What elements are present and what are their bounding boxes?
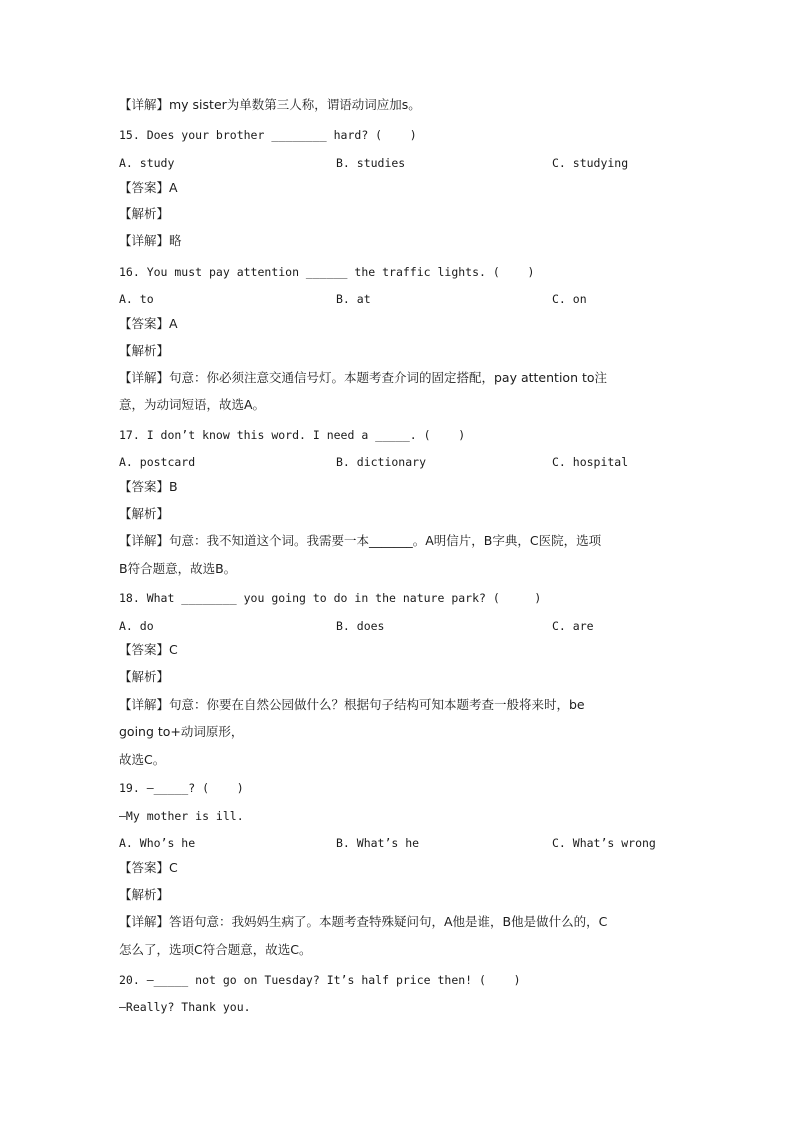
q16-option-c: C. on — [552, 292, 587, 306]
q18-option-b: B. does — [336, 619, 385, 633]
q17-analysis-heading: 【解析】 — [119, 506, 170, 521]
q15-question: 15. Does your brother ________ hard? ( ) — [119, 128, 417, 142]
q16-explanation-line1: 【详解】句意：你必须注意交通信号灯。本题考查介词的固定搭配，pay attention to注 — [119, 370, 608, 385]
q14-explanation: 【详解】my sister为单数第三人称，谓语动词应加s。 — [119, 97, 421, 112]
q20-reply: —Really? Thank you. — [119, 1000, 251, 1014]
q19-explanation-line2: 怎么了，选项C符合题意，故选C。 — [119, 942, 312, 957]
q16-explanation-line2: 意，为动词短语，故选A。 — [119, 397, 266, 412]
q18-option-c: C. are — [552, 619, 594, 633]
q19-explanation-line1: 【详解】答语句意：我妈妈生病了。本题考查特殊疑问句，A他是谁，B他是做什么的，C — [119, 914, 608, 929]
q18-explanation-line2: going to+动词原形， — [119, 724, 244, 739]
q19-option-b: B. What’s he — [336, 836, 420, 850]
q19-option-c: C. What’s wrong — [552, 836, 656, 850]
q17-option-b: B. dictionary — [336, 455, 427, 469]
q17-question: 17. I don’t know this word. I need a _____. ( ) — [119, 428, 466, 442]
q15-explanation: 【详解】略 — [119, 233, 182, 248]
q19-option-a: A. Who’s he — [119, 836, 196, 850]
q18-explanation-line3: 故选C。 — [119, 752, 166, 767]
q16-option-b: B. at — [336, 292, 371, 306]
q15-option-a: A. study — [119, 156, 175, 170]
q16-analysis-heading: 【解析】 — [119, 343, 170, 358]
q15-option-c: C. studying — [552, 156, 629, 170]
q15-option-b: B. studies — [336, 156, 406, 170]
q17-explanation-line1: 【详解】句意：我不知道这个词。我需要一本_______。A明信片，B字典，C医院，选项 — [119, 533, 602, 548]
q18-option-a: A. do — [119, 619, 154, 633]
q16-question: 16. You must pay attention ______ the traffic lights. ( ) — [119, 265, 535, 279]
q18-analysis-heading: 【解析】 — [119, 669, 170, 684]
q19-answer: 【答案】C — [119, 860, 178, 875]
q19-question: 19. —_____? ( ) — [119, 781, 244, 795]
q17-explanation-line2: B符合题意，故选B。 — [119, 561, 237, 576]
q20-question: 20. —_____ not go on Tuesday? It’s half price then! ( ) — [119, 973, 521, 987]
q15-analysis-heading: 【解析】 — [119, 206, 170, 221]
q17-answer: 【答案】B — [119, 479, 178, 494]
q15-answer: 【答案】A — [119, 180, 178, 195]
q18-question: 18. What ________ you going to do in the nature park? ( ) — [119, 591, 542, 605]
q19-analysis-heading: 【解析】 — [119, 887, 170, 902]
q16-option-a: A. to — [119, 292, 154, 306]
q18-explanation-line1: 【详解】句意：你要在自然公园做什么？根据句子结构可知本题考查一般将来时，be — [119, 697, 585, 712]
q18-answer: 【答案】C — [119, 642, 178, 657]
q17-option-c: C. hospital — [552, 455, 629, 469]
q16-answer: 【答案】A — [119, 316, 178, 331]
q17-option-a: A. postcard — [119, 455, 196, 469]
q19-reply: —My mother is ill. — [119, 809, 244, 823]
